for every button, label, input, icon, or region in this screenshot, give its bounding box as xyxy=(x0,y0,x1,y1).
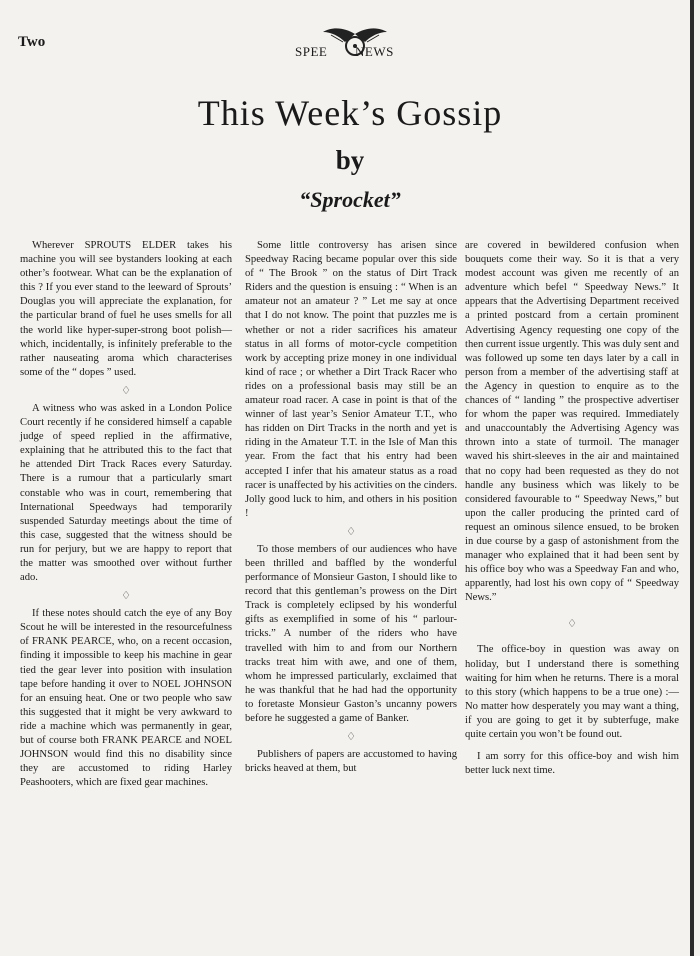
article-headline: This Week’s Gossip xyxy=(197,93,503,133)
section-divider-icon: ♢ xyxy=(121,384,131,397)
paragraph: The office-boy in question was away on holiday, but I understand there is something waiting for him when he returns. There is a moral to this story (which happens to be a true one) :— No matter how desperately you may want a thing, if you are going to get it by subterfuge, make quite certain you won’t be found out. xyxy=(465,644,679,740)
paragraph: A witness who was asked in a London Police Court recently if he considered himself a capable judge of speed replied in the affirmative, explaining that he attributed this to the fact that he attended Dirt Track Races every Saturday. There is a rumour that a particularly smart constable who was in court, remembering that International Speedways had temporarily suspended Saturday meetings about the time of this case, suggested that the witness should be run for perjury, but we are happy to report that the matter was smoothed over without further ado. xyxy=(20,402,232,584)
paragraph: If these notes should catch the eye of any Boy Scout he will be interested in the resourcefulness of FRANK PEARCE, who, on a recent occasion, finding it impossible to keep his machine in gear tied the gear lever into position with insulation tape before handing it over to NOEL JOHNSON for an ensuing heat. One or two people who saw this suggested that it might be very awkward to ride a machine which was permanently in gear, but of course both FRANK PEARCE and NOEL JOHNSON would find this no disability since they are accustomed to riding Harley Peashooters, which are fixed gear machines. xyxy=(20,608,232,789)
masthead-right-text: NEWS xyxy=(355,44,394,59)
section-divider-icon: ♢ xyxy=(567,618,577,631)
paragraph: I am sorry for this office-boy and wish him better luck next time. xyxy=(465,751,679,777)
article-column-3 xyxy=(465,239,679,778)
paragraph: Wherever SPROUTS ELDER takes his machine you will see bystanders looking at each other’s footwear. What can be the explanation of this ? If you ever stand to the leeward of Sprouts’ Douglas you will appreciate the explanation, for the particular brand of fuel he uses smells for all the world like hyper-super-strong boot polish—which, incidentally, is infinitely preferable to the rather nauseating aroma which characterises some of the “ dopes ” used. xyxy=(20,240,232,378)
section-divider-icon: ♢ xyxy=(346,525,356,538)
paragraph: Publishers of papers are accustomed to having bricks heaved at them, but xyxy=(245,749,457,775)
page-edge-rule xyxy=(690,0,694,956)
byline-by: by xyxy=(335,145,365,175)
article-column-1 xyxy=(20,239,232,790)
section-divider-icon: ♢ xyxy=(121,590,131,603)
paragraph: are covered in bewildered confusion when bouquets come their way. So it is that a very modest account was given me recently of an adventure which befel “ Speedway News.” It appears that the Advertising Department received a printed postcard from a certain prominent Advertising Agency requesting one copy of the then current issue urgently. This was duly sent and was followed up some ten days later by a call in person from a member of the advertising staff at the Agency in question to enquire as to the chances of “ landing ” the prospective advertiser for whom the paper was required. Immediately and unaccountably the Advertising Agency was thrown into a state of turmoil. The manager waved his shirt-sleeves in the air and maintained that no copy had been requested as they do not handle any business which was likely to be considered favourable to “ Speedway News,” but upon the caller producing the printed card of request an ominous silence ensued, to be broken in due course by a gasp of astonishment from the manager who explained that it had been sent by his office boy who was a Speedway Fan and who, apparently, had lost his own copy of “ Speedway News.” xyxy=(465,240,679,604)
page-number: Two xyxy=(18,34,46,50)
paragraph: To those members of our audiences who have been thrilled and baffled by the wonderful performance of Monsieur Gaston, I should like to record that this gentleman’s prowess on the Dirt Track is completely eclipsed by his wonderful gifts as exemplified in some of his “ parlour-tricks.” A number of the riders who have travelled with him to and from our Northern tracks treat him with awe, and one of them, whom he impressed particularly, exclaimed that he was thankful that he had had the opportunity to foretaste Monsieur Gaston’s uncanny powers before he suggested a game of Banker. xyxy=(245,543,457,724)
article-column-2 xyxy=(245,239,457,776)
masthead-logo xyxy=(295,26,415,66)
paragraph: Some little controversy has arisen since Speedway Racing became popular over this side of “ The Brook ” on the status of Dirt Track Riders and the question is ensuing : “ When is an amateur not an amateur ? ” Let me say at once that I do not know. The point that puzzles me is whether or not a rider sacrifices his amateur status in all forms of motor-cycle competition work by accepting prize money in one individual kind of race ; or whether a Dirt Track Racer who rides on a professional basis may still be an amateur road racer. A case in point is that of the winner of last year’s Senior Amateur T.T., who has ridden on Dirt Tracks in the north and yet is riding in the Amateur T.T. in the Isle of Man this year. From the fact that his entry had been accepted I infer that his amateur status as a road racer is unaffected by his activities on the cinders. Jolly good luck to him, and others in his position ! xyxy=(245,240,457,519)
masthead-left-text: SPEE xyxy=(295,44,328,59)
byline-author: “Sprocket” xyxy=(299,187,401,212)
section-divider-icon: ♢ xyxy=(346,731,356,744)
